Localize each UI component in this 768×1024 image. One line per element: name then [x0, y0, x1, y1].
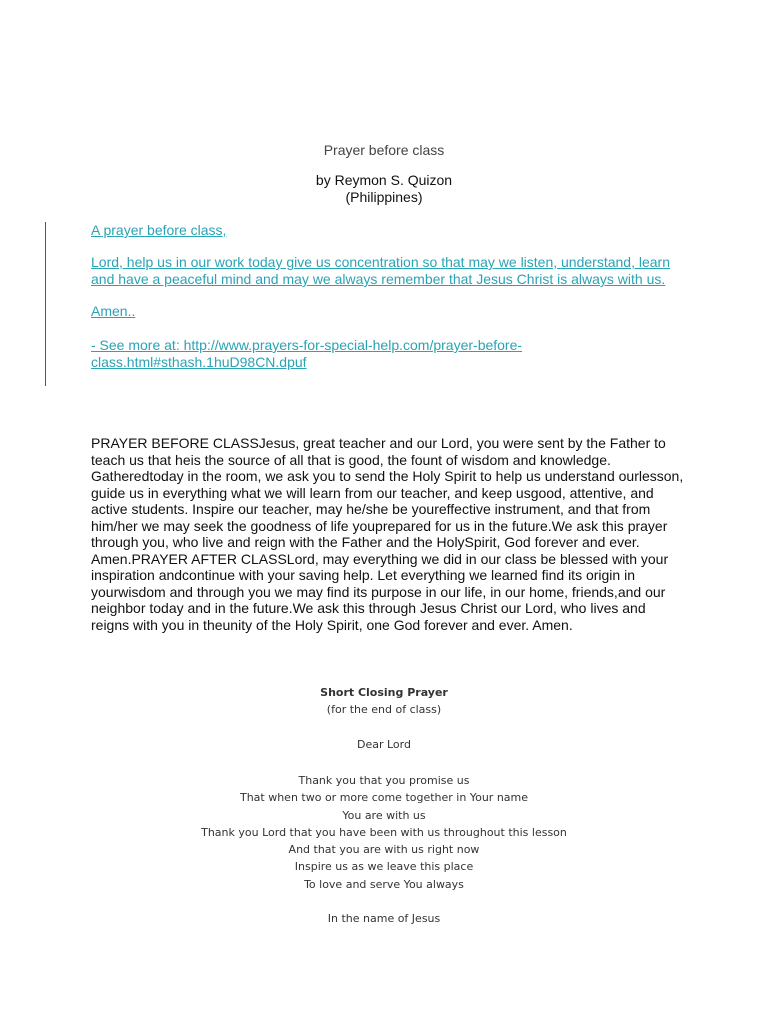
author-name: by Reymon S. Quizon	[315, 172, 453, 188]
author-country: (Philippines)	[345, 189, 423, 205]
closing-ending: In the name of Jesus	[327, 912, 441, 925]
byline	[0, 172, 768, 206]
link-opening[interactable]: A prayer before class,	[91, 222, 227, 238]
closing-prayer-title: Short Closing Prayer	[320, 686, 448, 699]
closing-prayer-lines: Thank you that you promise us That when two or more come together in Your name You are with us Thank you Lord that you have been with us throughout this lesson And that you are with us right now Inspire us as we leave this place To love and serve You always	[201, 774, 567, 891]
link-see-more[interactable]: - See more at: http://www.prayers-for-special-help.com/prayer-before-class.html#sthash.1huD98CN.dpuf	[91, 337, 523, 370]
closing-salutation: Dear Lord	[357, 738, 411, 751]
document-title: Prayer before class	[323, 142, 445, 158]
link-prayer[interactable]: Lord, help us in our work today give us concentration so that may we listen, understand, learn and have a peaceful mind and may we always remember that Jesus Christ is always with us.	[91, 254, 670, 287]
prayer-body-paragraph: PRAYER BEFORE CLASSJesus, great teacher and our Lord, you were sent by the Father to teach us that heis the source of all that is good, the fount of wisdom and knowledge. Gatheredtoday in the room, we ask you to send the Holy Spirit to help us understand ourlesson, guide us in everything what we will learn from our teacher, and keep usgood, attentive, and active students. Inspire our teacher, may he/she be youreffective instrument, and that from him/her we may seek the goodness of life youprepared for us in the future.We ask this prayer through you, who live and reign with the Father and the HolySpirit, God forever and ever. Amen.PRAYER AFTER CLASSLord, may everything we did in our class be blessed with your inspiration andcontinue with your saving help. Let everything we learned find its origin in yourwisdom and through you we may find its purpose in our life, in our home, friends,and our neighbor today and in the future.We ask this through Jesus Christ our Lord, who lives and reigns with you in theunity of the Holy Spirit, one God forever and ever. Amen.	[91, 435, 684, 633]
link-amen[interactable]: Amen..	[91, 303, 136, 319]
margin-change-bar	[45, 222, 46, 386]
closing-prayer-subtitle: (for the end of class)	[326, 703, 442, 716]
